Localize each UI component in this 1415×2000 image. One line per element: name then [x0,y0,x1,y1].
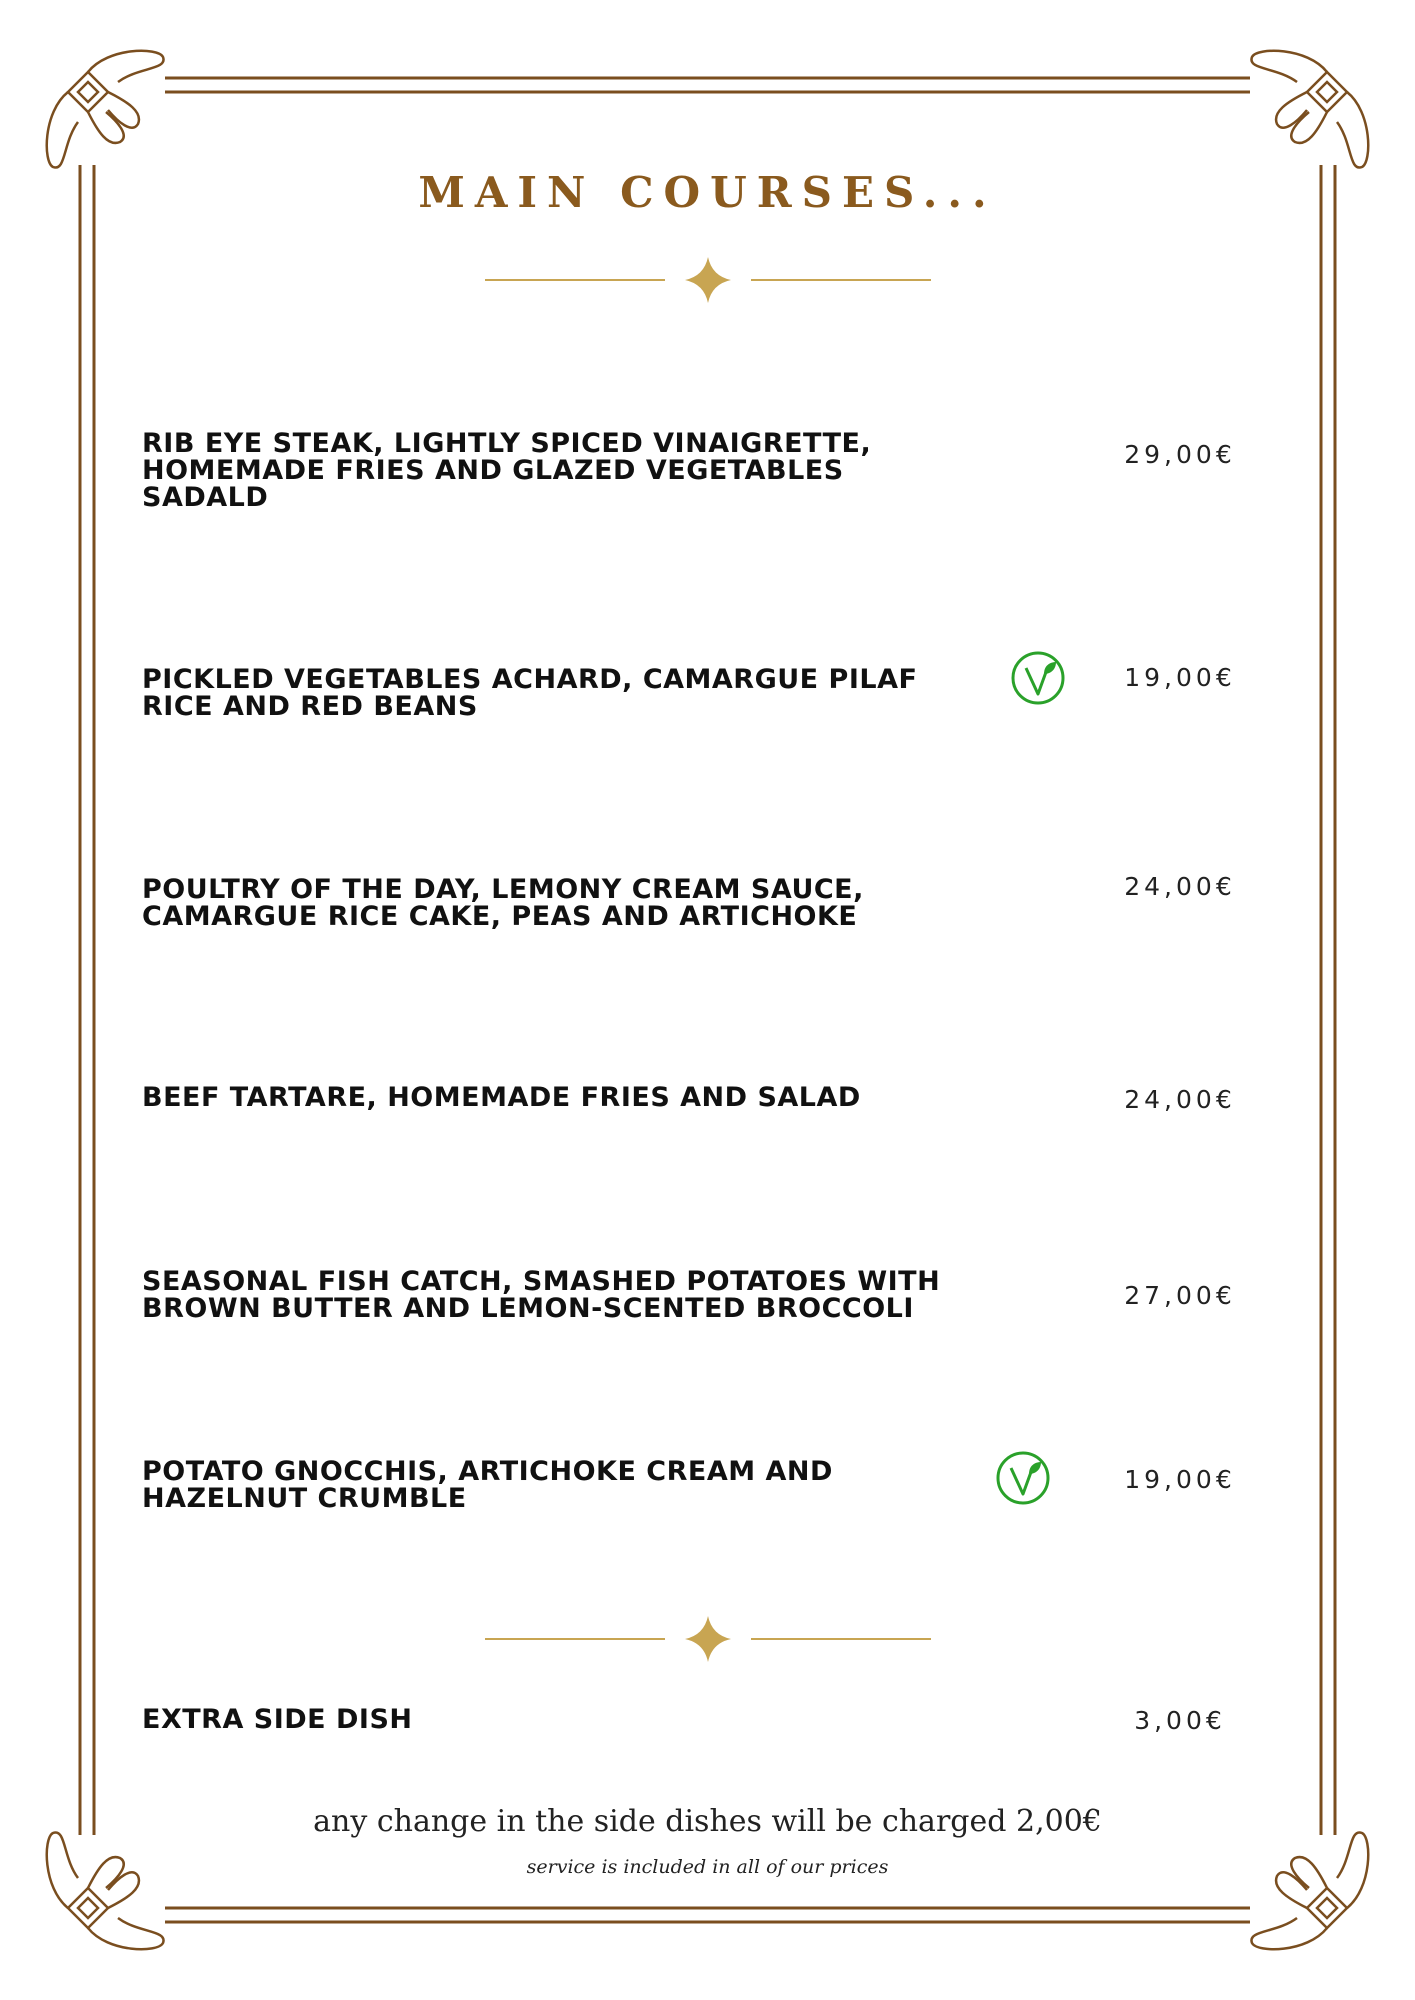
menu-item-name-rib-eye: RIB EYE STEAK, LIGHTLY SPICED VINAIGRETTE, HOMEMADE FRIES AND GLAZED VEGETABLES SADALD [142,428,872,513]
star-divider-top [485,255,931,305]
star-icon [685,1616,731,1662]
vegetarian-icon [1010,650,1066,706]
menu-item-name-gnocchis: POTATO GNOCCHIS, ARTICHOKE CREAM AND HAZELNUT CRUMBLE [142,1456,833,1514]
corner-ornament-bottom-left [47,1832,164,1949]
menu-item-name-fish-catch: SEASONAL FISH CATCH, SMASHED POTATOES WITH BROWN BUTTER AND LEMON-SCENTED BROCCOLI [142,1266,941,1324]
menu-item-price-rib-eye: 29,00€ [1124,440,1236,469]
vegetarian-icon [995,1450,1051,1506]
star-divider-bottom [485,1614,931,1664]
menu-item-name-poultry: POULTRY OF THE DAY, LEMONY CREAM SAUCE, CAMARGUE RICE CAKE, PEAS AND ARTICHOKE [142,874,864,932]
menu-item-name-pickled-vegetables: PICKLED VEGETABLES ACHARD, CAMARGUE PILAF RICE AND RED BEANS [142,664,918,722]
corner-ornament-bottom-right [1251,1832,1368,1949]
menu-item-price-poultry: 24,00€ [1124,872,1236,901]
extra-side-dish-price: 3,00€ [1134,1706,1226,1735]
menu-item-price-fish-catch: 27,00€ [1124,1281,1236,1310]
menu-item-price-pickled-vegetables: 19,00€ [1124,663,1236,692]
page-title: MAIN COURSES... [418,168,997,217]
menu-item-price-gnocchis: 19,00€ [1124,1465,1236,1494]
corner-ornament-top-right [1251,51,1368,168]
corner-ornament-top-left [47,51,164,168]
star-icon [685,257,731,303]
extra-side-dish-name: EXTRA SIDE DISH [142,1704,413,1735]
side-dish-change-note: any change in the side dishes will be charged 2,00€ [313,1804,1102,1839]
service-included-note: service is included in all of our prices [526,1856,889,1878]
menu-item-price-beef-tartare: 24,00€ [1124,1085,1236,1114]
menu-item-name-beef-tartare: BEEF TARTARE, HOMEMADE FRIES AND SALAD [142,1082,861,1113]
